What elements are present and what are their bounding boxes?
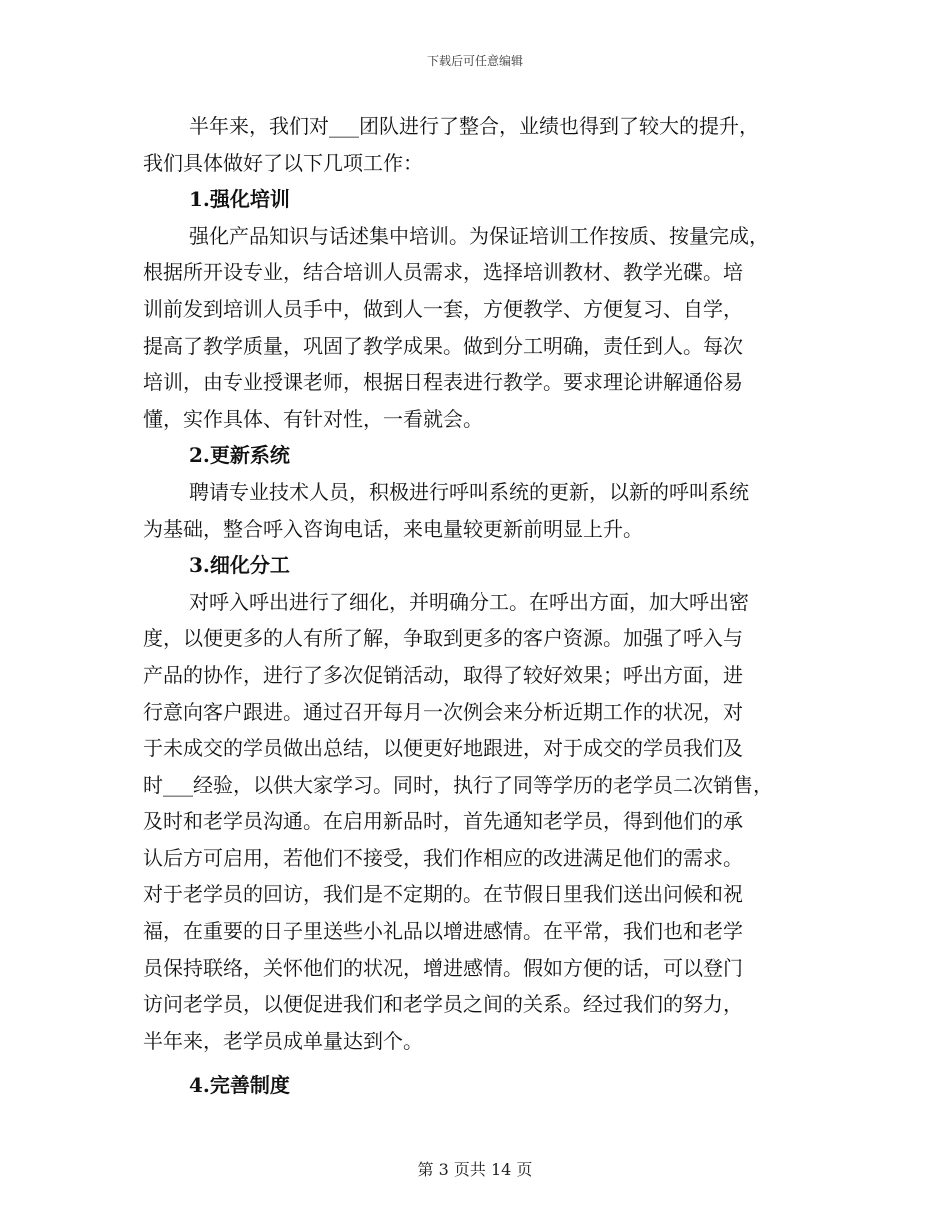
paragraph-line: 对于老学员的回访，我们是不定期的。在节假日里我们送出问候和祝 (143, 882, 743, 907)
paragraph-line: 时___经验，以供大家学习。同时，执行了同等学历的老学员二次销售， (143, 772, 773, 797)
paragraph-line: 于未成交的学员做出总结，以便更好地跟进，对于成交的学员我们及 (143, 736, 743, 761)
paragraph-line: 训前发到培训人员手中，做到人一套，方便教学、方便复习、自学， (143, 296, 743, 321)
section-heading: 4.完善制度 (189, 1073, 290, 1098)
paragraph-line: 度，以便更多的人有所了解，争取到更多的客户资源。加强了呼入与 (143, 626, 743, 651)
intro-line: 我们具体做好了以下几项工作： (143, 150, 423, 175)
paragraph-line: 认后方可启用，若他们不接受，我们作相应的改进满足他们的需求。 (143, 845, 743, 870)
paragraph-line: 及时和老学员沟通。在启用新品时，首先通知老学员，得到他们的承 (143, 809, 743, 834)
header-note: 下载后可任意编辑 (426, 54, 523, 68)
paragraph-line: 提高了教学质量，巩固了教学成果。做到分工明确，责任到人。每次 (143, 333, 743, 358)
intro-line: 半年来，我们对___团队进行了整合，业绩也得到了较大的提升， (189, 114, 759, 138)
paragraph-line: 员保持联络，关怀他们的状况，增进感情。假如方便的话，可以登门 (143, 955, 743, 980)
paragraph-line: 行意向客户跟进。通过召开每月一次例会来分析近期工作的状况，对 (143, 699, 743, 724)
section-heading: 1.强化培训 (189, 187, 290, 212)
paragraph-line: 产品的协作，进行了多次促销活动，取得了较好效果；呼出方面，进 (143, 662, 743, 687)
paragraph-line: 培训，由专业授课老师，根据日程表进行教学。要求理论讲解通俗易 (143, 370, 743, 395)
paragraph-line: 为基础，整合呼入咨询电话，来电量较更新前明显上升。 (143, 516, 643, 541)
section-heading: 3.细化分工 (189, 553, 290, 578)
paragraph-line: 福，在重要的日子里送些小礼品以增进感情。在平常，我们也和老学 (143, 919, 743, 944)
paragraph-line: 根据所开设专业，结合培训人员需求，选择培训教材、教学光碟。培 (143, 260, 743, 285)
paragraph-line: 半年来，老学员成单量达到个。 (143, 1028, 423, 1053)
paragraph-line: 懂，实作具体、有针对性，一看就会。 (143, 406, 483, 431)
paragraph-line: 强化产品知识与话述集中培训。为保证培训工作按质、按量完成， (189, 223, 769, 248)
paragraph-line: 对呼入呼出进行了细化，并明确分工。在呼出方面，加大呼出密 (189, 589, 749, 614)
section-heading: 2.更新系统 (189, 443, 290, 468)
page-footer: 第 3 页共 14 页 (417, 1160, 533, 1179)
section-gap (143, 1059, 823, 1067)
document-body (143, 108, 823, 1104)
paragraph-line: 访问老学员，以便促进我们和老学员之间的关系。经过我们的努力， (143, 992, 743, 1017)
paragraph-line: 聘请专业技术人员，积极进行呼叫系统的更新，以新的呼叫系统 (189, 479, 749, 504)
